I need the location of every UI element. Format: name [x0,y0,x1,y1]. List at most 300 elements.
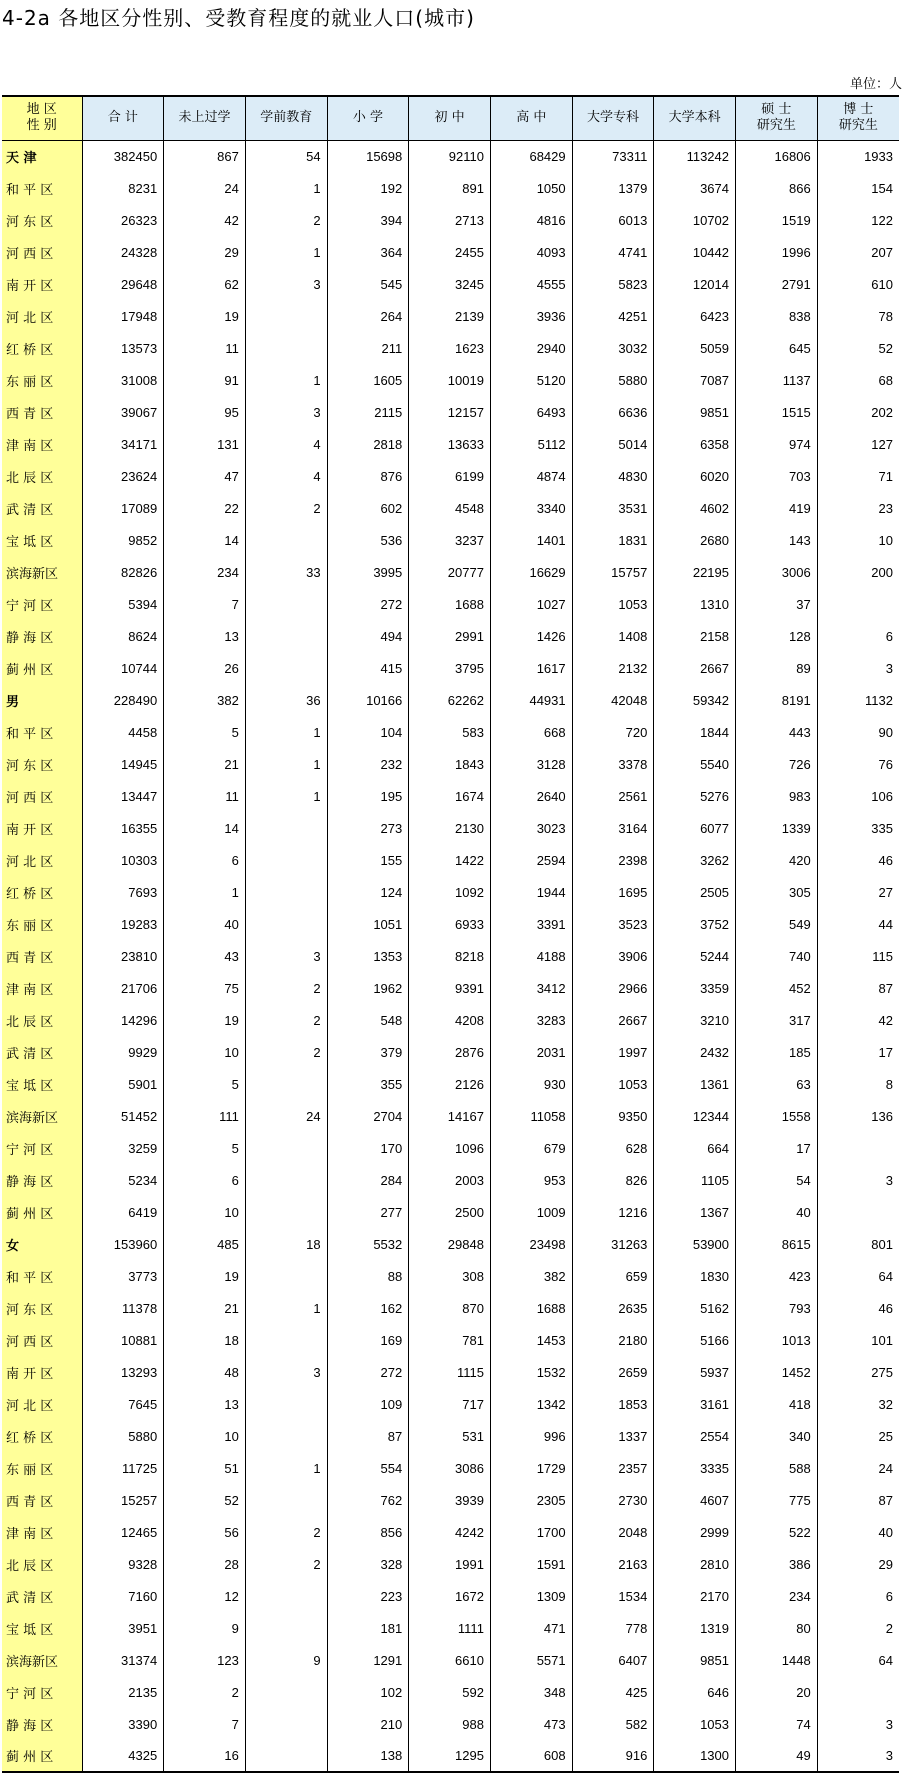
value-cell: 87 [878,980,893,996]
region-cell: 东 丽 区 [2,1452,82,1484]
value-cell: 308 [409,1260,491,1292]
value-cell: 128 [736,620,818,652]
value-cell: 717 [409,1388,491,1420]
value-cell: 2132 [572,652,654,684]
value-cell: 22195 [654,556,736,588]
value-cell: 10 [164,1196,246,1228]
value-cell: 75 [164,972,246,1004]
value-cell: 4555 [490,268,572,300]
value-cell: 42048 [572,684,654,716]
value-cell: 7087 [654,364,736,396]
value-cell: 664 [654,1132,736,1164]
value-cell: 930 [490,1068,572,1100]
table-row [2,908,899,940]
value-cell: 6013 [572,204,654,236]
table-row [2,588,899,620]
value-cell: 328 [327,1548,409,1580]
value-cell: 2 [885,1620,893,1636]
value-cell: 1 [245,364,327,396]
value-cell: 583 [409,716,491,748]
value-cell: 73311 [572,140,654,172]
value-cell: 1013 [736,1324,818,1356]
value-cell [245,1164,327,1196]
region-cell: 河 东 区 [2,1292,82,1324]
value-cell: 49 [736,1740,818,1772]
value-cell: 5166 [654,1324,736,1356]
value-cell [245,652,327,684]
value-cell: 305 [736,876,818,908]
value-cell: 866 [736,172,818,204]
region-cell: 西 青 区 [2,940,82,972]
value-cell: 136 [871,1108,893,1124]
value-cell: 52 [164,1484,246,1516]
value-cell: 10303 [82,844,164,876]
table-row [2,1740,899,1772]
region-cell: 津 南 区 [2,972,82,1004]
value-cell: 162 [327,1292,409,1324]
value-cell: 24328 [82,236,164,268]
value-cell: 54 [245,140,327,172]
value-cell: 668 [490,716,572,748]
value-cell: 71 [878,468,893,484]
value-cell: 113242 [654,140,736,172]
value-cell [245,588,327,620]
value-cell: 17 [878,1044,893,1060]
value-cell: 9328 [82,1548,164,1580]
value-cell: 3161 [654,1388,736,1420]
value-cell: 1997 [572,1036,654,1068]
value-cell: 5880 [572,364,654,396]
value-cell: 24 [878,1460,893,1476]
value-cell: 9851 [654,396,736,428]
value-cell: 2003 [409,1164,491,1196]
value-cell: 4093 [490,236,572,268]
value-cell: 192 [327,172,409,204]
value-cell: 536 [327,524,409,556]
value-cell: 1831 [572,524,654,556]
value-cell: 6 [885,1588,893,1604]
value-cell: 974 [736,428,818,460]
value-cell: 452 [736,972,818,1004]
value-cell [245,1740,327,1772]
value-cell: 7160 [82,1580,164,1612]
region-cell: 宝 坻 区 [2,1068,82,1100]
value-cell: 5234 [82,1164,164,1196]
value-cell: 1843 [409,748,491,780]
value-cell: 703 [736,460,818,492]
value-cell: 277 [327,1196,409,1228]
value-cell: 9852 [82,524,164,556]
value-cell: 31008 [82,364,164,396]
value-cell: 582 [572,1708,654,1740]
value-cell [817,1132,899,1164]
value-cell: 382 [164,684,246,716]
value-cell: 420 [736,844,818,876]
value-cell: 88 [327,1260,409,1292]
value-cell: 6636 [572,396,654,428]
value-cell: 608 [490,1740,572,1772]
value-cell [817,588,899,620]
table-row [2,524,899,556]
column-header: 未上过学 [164,96,246,140]
value-cell: 1422 [409,844,491,876]
value-cell: 867 [164,140,246,172]
value-cell: 1729 [490,1452,572,1484]
value-cell: 471 [490,1612,572,1644]
value-cell: 2 [245,1548,327,1580]
value-cell: 14945 [82,748,164,780]
value-cell: 5901 [82,1068,164,1100]
region-cell: 津 南 区 [2,1516,82,1548]
table-row [2,460,899,492]
value-cell: 545 [327,268,409,300]
value-cell: 2667 [654,652,736,684]
table-body [2,140,899,1772]
value-cell: 3335 [654,1452,736,1484]
value-cell: 348 [490,1676,572,1708]
header-region: 地 区 性 别 [2,96,82,140]
value-cell: 2 [245,204,327,236]
value-cell: 11378 [82,1292,164,1324]
value-cell: 4 [245,460,327,492]
value-cell: 418 [736,1388,818,1420]
value-cell: 856 [327,1516,409,1548]
value-cell: 16 [164,1740,246,1772]
value-cell: 3283 [490,1004,572,1036]
value-cell: 64 [878,1652,893,1668]
value-cell: 4 [245,428,327,460]
value-cell: 170 [327,1132,409,1164]
value-cell: 21706 [82,972,164,1004]
value-cell: 364 [327,236,409,268]
table-row [2,1580,899,1612]
value-cell: 234 [164,556,246,588]
value-cell: 8615 [736,1228,818,1260]
value-cell: 29648 [82,268,164,300]
value-cell: 1532 [490,1356,572,1388]
value-cell: 3752 [654,908,736,940]
value-cell: 40 [736,1196,818,1228]
value-cell: 2 [245,492,327,524]
value-cell: 1367 [654,1196,736,1228]
value-cell: 87 [327,1420,409,1452]
value-cell: 2667 [572,1004,654,1036]
value-cell: 2 [164,1676,246,1708]
value-cell: 838 [736,300,818,332]
value-cell: 494 [327,620,409,652]
column-header: 初 中 [409,96,491,140]
value-cell: 6077 [654,812,736,844]
value-cell: 6407 [572,1644,654,1676]
region-cell: 河 西 区 [2,1324,82,1356]
value-cell: 2139 [409,300,491,332]
value-cell: 4325 [82,1740,164,1772]
value-cell: 740 [736,940,818,972]
header-row [2,96,899,140]
value-cell: 21 [164,1292,246,1324]
value-cell: 1453 [490,1324,572,1356]
value-cell: 2659 [572,1356,654,1388]
value-cell: 13 [164,1388,246,1420]
value-cell: 31263 [572,1228,654,1260]
value-cell: 5 [164,1132,246,1164]
region-cell: 西 青 区 [2,396,82,428]
region-cell: 东 丽 区 [2,908,82,940]
value-cell: 1591 [490,1548,572,1580]
table-row [2,1196,899,1228]
table-row [2,268,899,300]
value-cell: 2640 [490,780,572,812]
value-cell: 153960 [82,1228,164,1260]
region-cell: 红 桥 区 [2,876,82,908]
value-cell: 1700 [490,1516,572,1548]
value-cell: 1009 [490,1196,572,1228]
value-cell: 11 [164,780,246,812]
value-cell [245,620,327,652]
value-cell: 1 [245,1292,327,1324]
value-cell: 1688 [490,1292,572,1324]
value-cell: 3006 [736,556,818,588]
value-cell: 31374 [82,1644,164,1676]
value-cell: 23498 [490,1228,572,1260]
table-row [2,1484,899,1516]
value-cell: 3086 [409,1452,491,1484]
value-cell: 2 [245,1516,327,1548]
value-cell: 3259 [82,1132,164,1164]
region-cell: 津 南 区 [2,428,82,460]
value-cell: 12157 [409,396,491,428]
value-cell: 775 [736,1484,818,1516]
value-cell: 2680 [654,524,736,556]
value-cell: 34171 [82,428,164,460]
value-cell: 44 [878,916,893,932]
value-cell: 1 [245,1452,327,1484]
value-cell: 13 [164,620,246,652]
value-cell: 2730 [572,1484,654,1516]
value-cell: 602 [327,492,409,524]
value-cell: 379 [327,1036,409,1068]
table-row [2,492,899,524]
region-cell: 南 开 区 [2,812,82,844]
value-cell: 1 [245,172,327,204]
value-cell: 6 [164,844,246,876]
table-row [2,364,899,396]
value-cell [245,1708,327,1740]
value-cell: 138 [327,1740,409,1772]
value-cell: 10 [164,1420,246,1452]
value-cell: 9929 [82,1036,164,1068]
value-cell: 443 [736,716,818,748]
value-cell: 62262 [409,684,491,716]
value-cell: 781 [409,1324,491,1356]
value-cell: 28 [164,1548,246,1580]
value-cell: 3 [885,1172,893,1188]
value-cell: 610 [871,276,893,292]
value-cell: 95 [164,396,246,428]
value-cell: 5014 [572,428,654,460]
region-cell: 蓟 州 区 [2,1196,82,1228]
value-cell: 6419 [82,1196,164,1228]
value-cell: 4607 [654,1484,736,1516]
value-cell: 80 [736,1612,818,1644]
value-cell [245,1484,327,1516]
value-cell: 3032 [572,332,654,364]
value-cell: 40 [164,908,246,940]
value-cell: 1309 [490,1580,572,1612]
region-cell: 和 平 区 [2,172,82,204]
value-cell: 2 [245,1036,327,1068]
value-cell: 53900 [654,1228,736,1260]
value-cell [245,876,327,908]
value-cell: 9 [164,1612,246,1644]
value-cell: 1 [245,748,327,780]
value-cell: 6610 [409,1644,491,1676]
value-cell: 3523 [572,908,654,940]
value-cell: 24 [245,1100,327,1132]
value-cell: 891 [409,172,491,204]
value-cell: 382450 [82,140,164,172]
value-cell: 16629 [490,556,572,588]
value-cell: 1115 [409,1356,491,1388]
value-cell: 2 [245,1004,327,1036]
value-cell: 9350 [572,1100,654,1132]
value-cell: 2305 [490,1484,572,1516]
region-cell: 静 海 区 [2,620,82,652]
value-cell [245,1676,327,1708]
table-row [2,204,899,236]
employment-table [2,95,899,1773]
value-cell: 1558 [736,1100,818,1132]
value-cell: 15757 [572,556,654,588]
region-cell: 宁 河 区 [2,588,82,620]
value-cell: 91 [164,364,246,396]
value-cell: 202 [871,404,893,420]
value-cell: 726 [736,748,818,780]
region-cell: 静 海 区 [2,1164,82,1196]
value-cell: 679 [490,1132,572,1164]
value-cell: 10881 [82,1324,164,1356]
value-cell: 3023 [490,812,572,844]
table-row [2,1324,899,1356]
table-row [2,1004,899,1036]
value-cell: 2635 [572,1292,654,1324]
value-cell: 111 [164,1100,246,1132]
table-row [2,620,899,652]
value-cell: 1672 [409,1580,491,1612]
value-cell: 40 [878,1524,893,1540]
value-cell: 1688 [409,588,491,620]
value-cell: 6 [164,1164,246,1196]
value-cell: 64 [878,1268,893,1284]
table-section-row [2,1228,899,1260]
value-cell: 264 [327,300,409,332]
value-cell: 1844 [654,716,736,748]
value-cell: 68 [878,372,893,388]
value-cell: 801 [871,1236,893,1252]
value-cell: 10019 [409,364,491,396]
column-header: 高 中 [490,96,572,140]
value-cell: 953 [490,1164,572,1196]
value-cell: 13573 [82,332,164,364]
value-cell: 18 [245,1228,327,1260]
value-cell: 4602 [654,492,736,524]
value-cell: 51 [164,1452,246,1484]
table-row [2,1036,899,1068]
value-cell [245,1196,327,1228]
value-cell [245,1388,327,1420]
column-header: 硕 士 研究生 [736,96,818,140]
value-cell: 90 [878,724,893,740]
table-row [2,1388,899,1420]
value-cell: 4830 [572,460,654,492]
value-cell: 1300 [654,1740,736,1772]
value-cell: 15698 [327,140,409,172]
value-cell: 10 [878,532,893,548]
region-cell: 女 [2,1228,82,1260]
value-cell: 646 [654,1676,736,1708]
value-cell: 16806 [736,140,818,172]
value-cell: 355 [327,1068,409,1100]
region-cell: 西 青 区 [2,1484,82,1516]
value-cell: 2810 [654,1548,736,1580]
value-cell: 62 [164,268,246,300]
value-cell: 3262 [654,844,736,876]
value-cell: 36 [245,684,327,716]
region-cell: 滨海新区 [2,1644,82,1676]
value-cell: 8231 [82,172,164,204]
value-cell: 32 [878,1396,893,1412]
value-cell [817,1676,899,1708]
value-cell: 2455 [409,236,491,268]
value-cell: 20 [736,1676,818,1708]
region-cell: 和 平 区 [2,716,82,748]
value-cell: 37 [736,588,818,620]
table-title: 4-2a 各地区分性别、受教育程度的就业人口(城市) [2,6,475,30]
region-cell: 河 东 区 [2,204,82,236]
value-cell: 554 [327,1452,409,1484]
value-cell: 10744 [82,652,164,684]
table-row [2,556,899,588]
value-cell: 1342 [490,1388,572,1420]
value-cell: 2999 [654,1516,736,1548]
value-cell: 122 [871,212,893,228]
region-cell: 宝 坻 区 [2,524,82,556]
value-cell [245,332,327,364]
value-cell: 68429 [490,140,572,172]
value-cell: 3995 [327,556,409,588]
value-cell: 1617 [490,652,572,684]
column-header: 大学本科 [654,96,736,140]
table-row [2,300,899,332]
value-cell: 1053 [572,588,654,620]
value-cell: 1830 [654,1260,736,1292]
value-cell: 870 [409,1292,491,1324]
value-cell: 123 [164,1644,246,1676]
value-cell: 6358 [654,428,736,460]
value-cell: 272 [327,1356,409,1388]
value-cell: 59342 [654,684,736,716]
unit-label: 单位：人 [849,77,902,92]
value-cell: 5244 [654,940,736,972]
value-cell: 1 [245,236,327,268]
value-cell [245,1420,327,1452]
value-cell: 983 [736,780,818,812]
table-row [2,1356,899,1388]
value-cell: 2594 [490,844,572,876]
table-row [2,844,899,876]
value-cell: 2876 [409,1036,491,1068]
region-cell: 北 辰 区 [2,1004,82,1036]
